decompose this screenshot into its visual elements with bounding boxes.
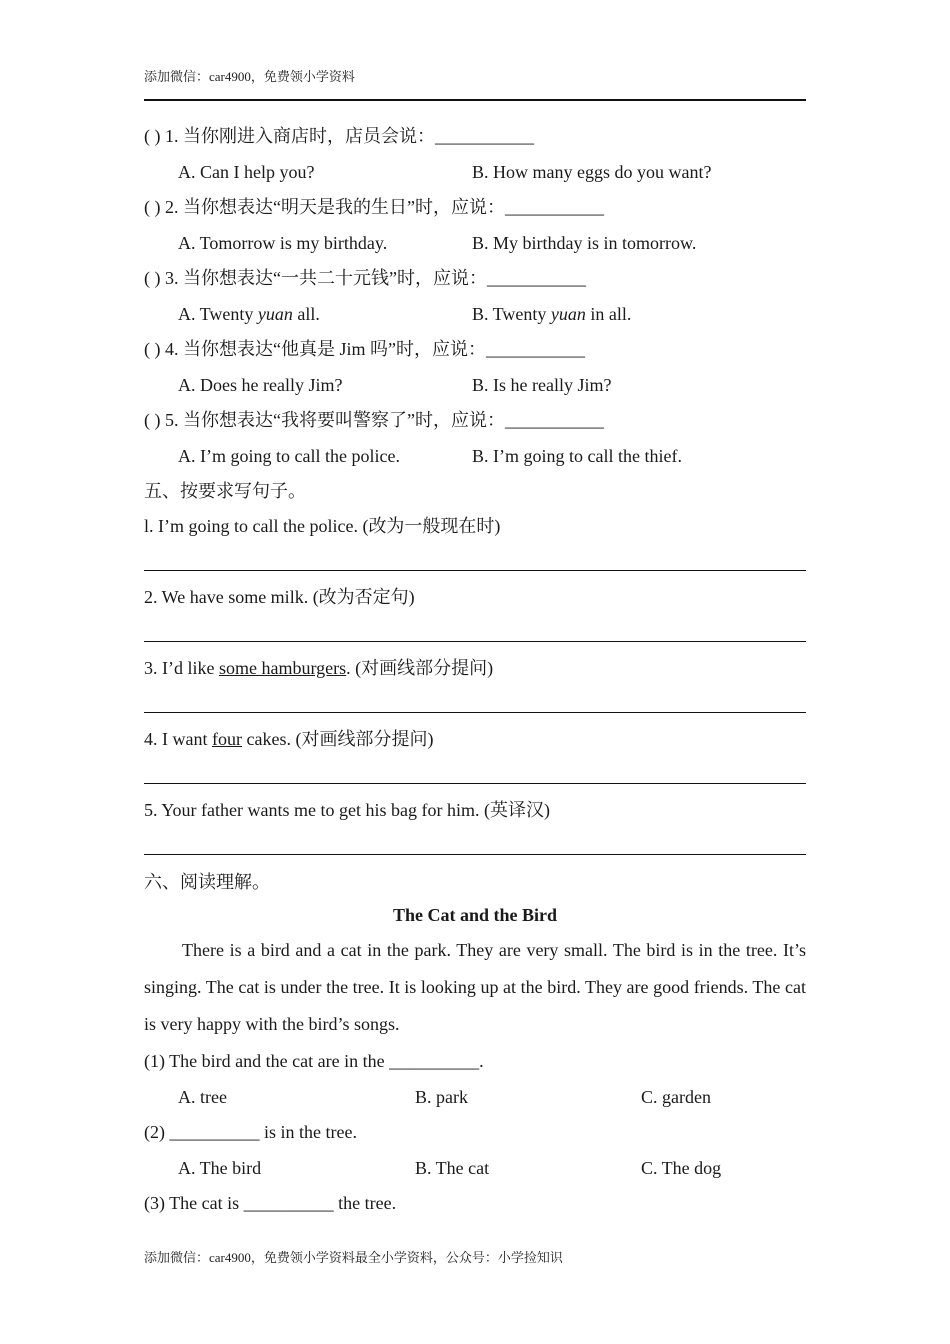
answer-line-2 <box>144 641 806 642</box>
rq1-option-b: B. park <box>415 1087 468 1107</box>
reading-passage <box>144 932 806 1043</box>
section-6-heading: 六、阅读理解。 <box>144 872 270 892</box>
rewrite-5: 5. Your father wants me to get his bag for him. (英译汉) <box>144 800 550 820</box>
rq1-option-c: C. garden <box>641 1087 711 1107</box>
rewrite-3-post: . (对画线部分提问) <box>346 658 494 678</box>
passage-text: There is a bird and a cat in the park. They are very small. The bird is in the tree. It’s singing. The cat is under the tree. It is looking up at the bird. They are good friends. The cat is very happy with the bird’s songs. <box>144 940 806 1034</box>
reading-question-2: (2) __________ is in the tree. <box>144 1122 357 1142</box>
answer-line-4 <box>144 783 806 784</box>
q5-option-b: B. I’m going to call the thief. <box>472 446 682 466</box>
question-5: ( ) 5. 当你想表达“我将要叫警察了”时，应说：___________ <box>144 410 604 430</box>
rewrite-4 <box>144 728 433 750</box>
passage-title: The Cat and the Bird <box>392 905 558 925</box>
q2-option-b: B. My birthday is in tomorrow. <box>472 233 697 253</box>
q3-a-post: all. <box>292 304 320 324</box>
question-2: ( ) 2. 当你想表达“明天是我的生日”时，应说：___________ <box>144 197 604 217</box>
rewrite-4-post: cakes. (对画线部分提问) <box>241 729 434 749</box>
q2-option-a: A. Tomorrow is my birthday. <box>178 233 388 253</box>
q3-a-pre: A. Twenty <box>178 304 258 324</box>
q1-option-a: A. Can I help you? <box>178 162 315 182</box>
q3-a-italic: yuan <box>257 304 293 324</box>
question-1: ( ) 1. 当你刚进入商店时，店员会说：___________ <box>144 126 534 146</box>
page-footer: 添加微信：car4900，免费领小学资料最全小学资料，公众号：小学捡知识 <box>144 1250 563 1265</box>
q4-option-a: A. Does he really Jim? <box>178 375 343 395</box>
section-5-heading: 五、按要求写句子。 <box>144 481 306 501</box>
rewrite-4-pre: 4. I want <box>144 729 212 749</box>
rq2-option-a: A. The bird <box>178 1158 262 1178</box>
q4-option-b: B. Is he really Jim? <box>472 375 612 395</box>
question-3: ( ) 3. 当你想表达“一共二十元钱”时，应说：___________ <box>144 268 586 288</box>
answer-line-3 <box>144 712 806 713</box>
q3-option-b <box>472 303 631 325</box>
rewrite-4-underlined: four <box>211 729 242 749</box>
answer-line-1 <box>144 570 806 571</box>
rq2-option-b: B. The cat <box>415 1158 490 1178</box>
rewrite-3-underlined: some hamburgers <box>218 658 347 678</box>
q1-option-b: B. How many eggs do you want? <box>472 162 712 182</box>
rewrite-1: l. I’m going to call the police. (改为一般现在时) <box>144 516 501 536</box>
q3-b-pre: B. Twenty <box>472 304 551 324</box>
rq2-option-c: C. The dog <box>641 1158 722 1178</box>
rewrite-2: 2. We have some milk. (改为否定句) <box>144 587 415 607</box>
q3-option-a <box>178 303 320 325</box>
page-header: 添加微信：car4900，免费领小学资料 <box>144 69 355 84</box>
q5-option-a: A. I’m going to call the police. <box>178 446 400 466</box>
answer-line-5 <box>144 854 806 855</box>
rewrite-3 <box>144 657 493 679</box>
question-4: ( ) 4. 当你想表达“他真是 Jim 吗”时，应说：___________ <box>144 339 585 359</box>
reading-question-1: (1) The bird and the cat are in the __________. <box>144 1051 484 1071</box>
header-divider <box>144 99 806 101</box>
rewrite-3-pre: 3. I’d like <box>144 658 219 678</box>
q3-b-post: in all. <box>585 304 632 324</box>
q3-b-italic: yuan <box>550 304 586 324</box>
reading-question-3: (3) The cat is __________ the tree. <box>144 1193 397 1213</box>
rq1-option-a: A. tree <box>178 1087 227 1107</box>
